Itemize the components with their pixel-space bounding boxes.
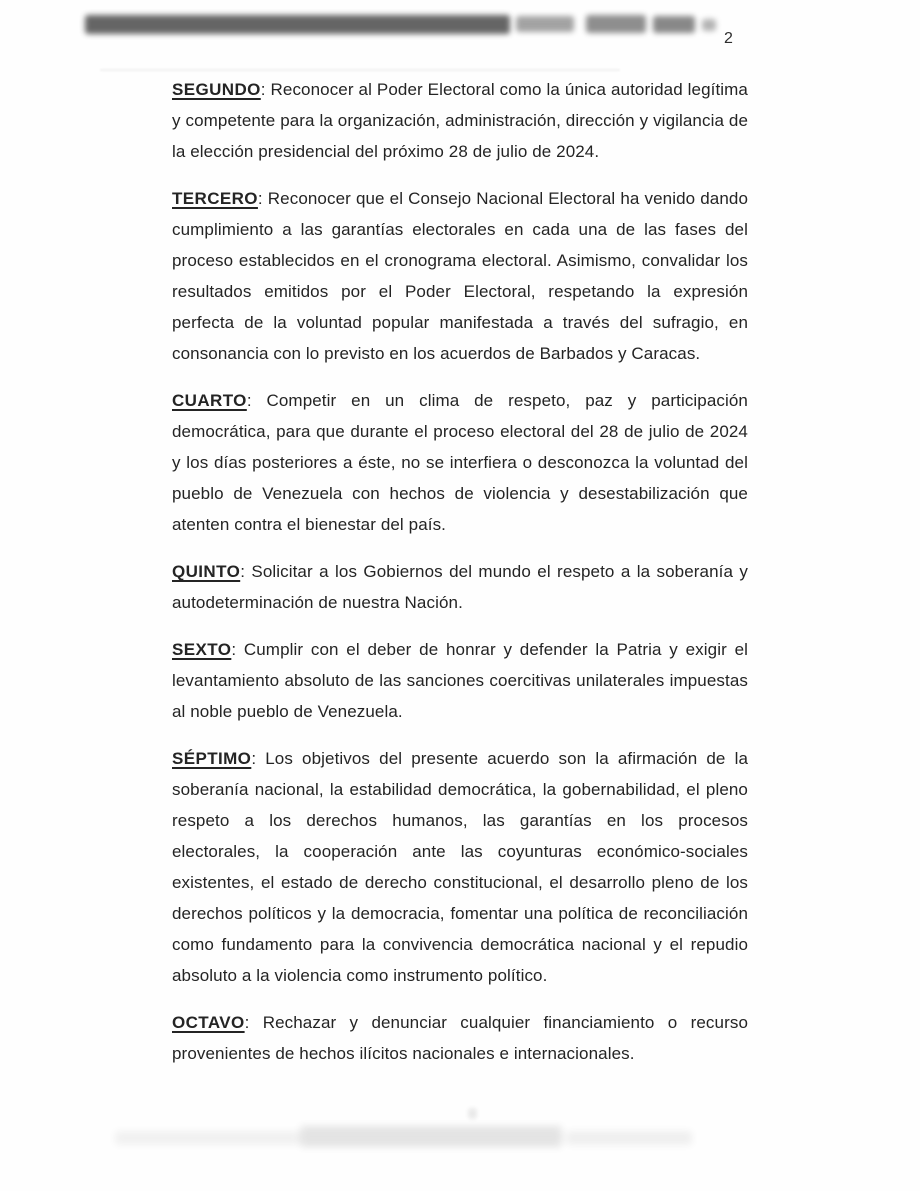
paragraph-text: : Reconocer que el Consejo Nacional Electoral ha venido dando cumplimiento a las garantías electorales en cada una de las fases del proceso establecidos en el cronograma electoral. Asimismo, convalidar los resultados emitidos por el Poder Electoral, respetando la expresión perfecta de la voluntad popular manifestada a través del sufragio, en consonancia con lo previsto en los acuerdos de Barbados y Caracas. <box>172 189 748 363</box>
page-number: 2 <box>724 30 733 47</box>
paragraph-heading: QUINTO <box>172 562 241 581</box>
smudge-segment <box>566 1131 692 1145</box>
smudge-segment <box>702 19 716 31</box>
smudge-segment <box>653 16 695 33</box>
document-paragraph <box>172 74 748 167</box>
paragraph-text: : Competir en un clima de respeto, paz y participación democrática, para que durante el proceso electoral del 28 de julio de 2024 y los días posteriores a éste, no se interfiera o desconozca la voluntad del pueblo de Venezuela con hechos de violencia y desestabilización que atenten contra el bienestar del país. <box>172 391 748 534</box>
smudge-segment <box>300 1126 562 1147</box>
paragraph-text: : Cumplir con el deber de honrar y defender la Patria y exigir el levantamiento absoluto de las sanciones coercitivas unilaterales impuestas al noble pueblo de Venezuela. <box>172 640 748 721</box>
paragraph-heading: CUARTO <box>172 391 247 410</box>
document-paragraph <box>172 556 748 618</box>
paragraph-text: : Reconocer al Poder Electoral como la única autoridad legítima y competente para la organización, administración, dirección y vigilancia de la elección presidencial del próximo 28 de julio de 2024. <box>172 80 748 161</box>
smudge-segment <box>115 1131 300 1145</box>
document-paragraph <box>172 634 748 727</box>
paragraph-heading: TERCERO <box>172 189 258 208</box>
paragraph-text: : Rechazar y denunciar cualquier financiamiento o recurso provenientes de hechos ilícitos nacionales e internacionales. <box>172 1013 748 1063</box>
smudge-segment <box>516 16 574 32</box>
document-paragraph <box>172 1007 748 1069</box>
smudge-segment <box>468 1108 477 1119</box>
document-paragraph <box>172 183 748 369</box>
paragraph-heading: OCTAVO <box>172 1013 245 1032</box>
scan-line-artifact <box>100 69 620 71</box>
paragraph-text: : Los objetivos del presente acuerdo son la afirmación de la soberanía nacional, la estabilidad democrática, la gobernabilidad, el pleno respeto a los derechos humanos, las garantías en los procesos electorales, la cooperación ante las coyunturas económico-sociales existentes, el estado de derecho constitucional, el desarrollo pleno de los derechos políticos y la democracia, fomentar una política de reconciliación como fundamento para la convivencia democrática nacional y el repudio absoluto a la violencia como instrumento político. <box>172 749 748 985</box>
document-paragraph <box>172 385 748 540</box>
paragraph-heading: SEXTO <box>172 640 232 659</box>
paragraph-heading: SÉPTIMO <box>172 749 252 768</box>
smudge-segment <box>586 15 646 33</box>
paragraph-heading: SEGUNDO <box>172 80 261 99</box>
document-paragraph <box>172 743 748 991</box>
smudge-segment <box>85 15 510 34</box>
document-body <box>172 74 748 1085</box>
paragraph-text: : Solicitar a los Gobiernos del mundo el respeto a la soberanía y autodeterminación de nuestra Nación. <box>172 562 748 612</box>
